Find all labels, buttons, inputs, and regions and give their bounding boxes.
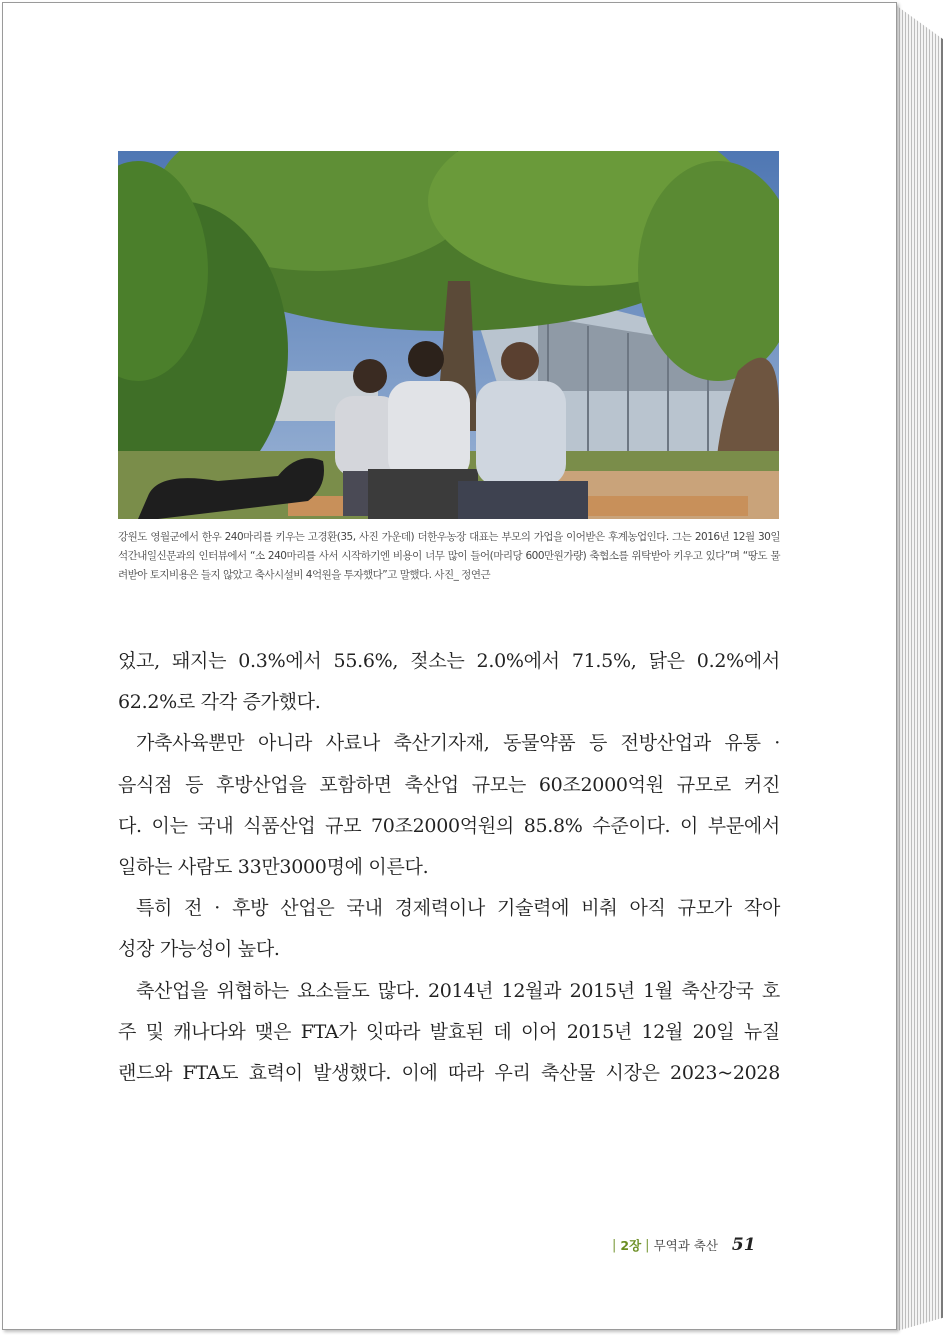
photo-caption: 강원도 영월군에서 한우 240마리를 키우는 고경환(35, 사진 가운데) 더한우농장 대표는 부모의 가업을 이어받은 후계농업인다. 그는 2016년 12월 30일 석간내일신문과의 인터뷰에서 “소 240마리를 사서 시작하기엔 비용이 너무 많이 들어(마리당 600만원가량) 축협소를 위탁받아 키우고 있다”며 “땅도 물려받아 토지비용은 들지 않았고 축사시설비 4억원을 투자했다”고 말했다. 사진_ 정연근 xyxy=(118,531,780,581)
body-line: 성장 가능성이 높다. xyxy=(118,938,280,961)
page-edges xyxy=(897,6,943,1331)
footer-divider: | xyxy=(612,1237,617,1253)
footer-chapter: 2장 xyxy=(620,1238,642,1253)
footer-divider: | xyxy=(645,1237,650,1253)
body-line: 가축사육뿐만 아니라 사료나 축산기자재, 동물약품 등 전방산업과 유통 · xyxy=(136,732,780,755)
body-line: 다. 이는 국내 식품산업 규모 70조2000억원의 85.8% 수준이다. 이 부문에서 xyxy=(118,814,780,837)
body-line: 랜드와 FTA도 효력이 발생했다. 이에 따라 우리 축산물 시장은 2023~2028 xyxy=(118,1062,780,1085)
body-line: 특히 전 · 후방 산업은 국내 경제력이나 기술력에 비춰 아직 규모가 작아 xyxy=(136,897,780,920)
body-line: 일하는 사람도 33만3000명에 이른다. xyxy=(118,856,429,879)
page-number: 51 xyxy=(731,1235,756,1255)
body-line: 주 및 캐나다와 맺은 FTA가 잇따라 발효된 데 이어 2015년 12월 20일 뉴질 xyxy=(118,1020,780,1043)
footer-section: 무역과 축산 xyxy=(653,1238,718,1253)
body-line: 음식점 등 후방산업을 포함하면 축산업 규모는 60조2000억원 규모로 커진 xyxy=(118,773,780,796)
page-footer xyxy=(612,1233,756,1257)
body-line: 62.2%로 각각 증가했다. xyxy=(118,691,321,714)
body-line: 축산업을 위협하는 요소들도 많다. 2014년 12월과 2015년 1월 축산강국 호 xyxy=(136,979,780,1002)
body-text xyxy=(118,641,780,1094)
photo-farm-family xyxy=(118,151,779,519)
body-line: 었고, 돼지는 0.3%에서 55.6%, 젖소는 2.0%에서 71.5%, 닭은 0.2%에서 xyxy=(118,650,780,672)
